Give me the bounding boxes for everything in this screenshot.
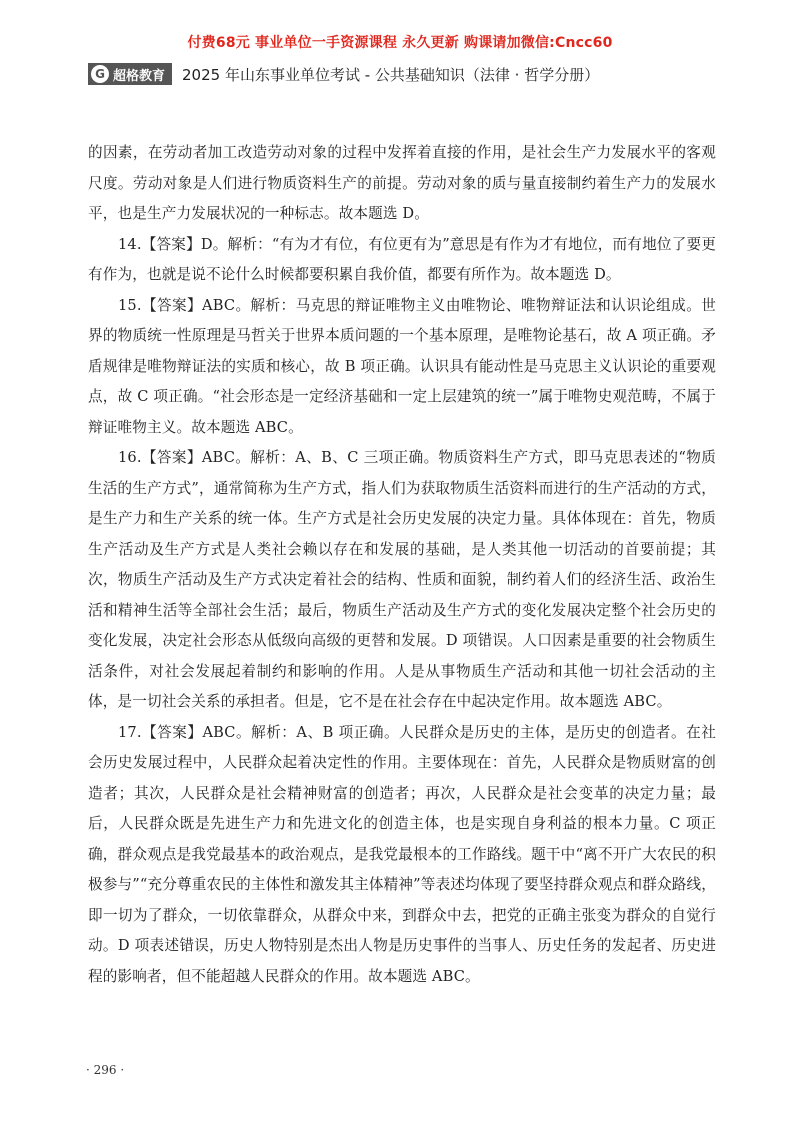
- logo-icon: G: [91, 65, 109, 83]
- page-number: · 296 ·: [86, 1063, 125, 1077]
- paragraph-continued: 的因素，在劳动者加工改造劳动对象的过程中发挥着直接的作用，是社会生产力发展水平的客观尺度。劳动对象是人们进行物质资料生产的前提。劳动对象的质与量直接制约着生产力的发展水平，也是生产力发展状况的一种标志。故本题选 D。: [88, 144, 716, 222]
- publisher-logo: [88, 63, 172, 85]
- page-header: [88, 60, 728, 88]
- answer-explanations: [88, 138, 716, 992]
- book-title: 2025 年山东事业单位考试 - 公共基础知识（法律 · 哲学分册）: [182, 65, 600, 84]
- answer-17: 17.【答案】ABC。解析：A、B 项正确。人民群众是历史的主体，是历史的创造者。在社会历史发展过程中，人民群众起着决定性的作用。主要体现在：首先，人民群众是物质财富的创造者；其次，人民群众是社会精神财富的创造者；再次，人民群众是社会变革的决定力量；最后，人民群众既是先进生产力和先进文化的创造主体，也是实现自身利益的根本力量。C 项正确，群众观点是我党最基本的政治观点，是我党最根本的工作路线。题干中“离不开广大农民的积极参与”“充分尊重农民的主体性和激发其主体精神”等表述均体现了要坚持群众观点和群众路线，即一切为了群众，一切依靠群众，从群众中来，到群众中去，把党的正确主张变为群众的自觉行动。D 项表述错误，历史人物特别是杰出人物是历史事件的当事人、历史任务的发起者、历史进程的影响者，但不能超越人民群众的作用。故本题选 ABC。: [88, 723, 716, 985]
- logo-text: 超格教育: [113, 68, 166, 84]
- answer-15: 15.【答案】ABC。解析：马克思的辩证唯物主义由唯物论、唯物辩证法和认识论组成。世界的物质统一性原理是马哲关于世界本质问题的一个基本原理，是唯物论基石，故 A 项正确。矛盾规律是唯物辩证法的实质和核心，故 B 项正确。认识具有能动性是马克思主义认识论的重要观点，故 C 项正确。“社会形态是一定经济基础和一定上层建筑的统一”属于唯物史观范畴，不属于辩证唯物主义。故本题选 ABC。: [88, 296, 716, 436]
- answer-14: 14.【答案】D。解析：“有为才有位，有位更有为”意思是有作为才有地位，而有地位了要更有作为，也就是说不论什么时候都要积累自我价值，都要有所作为。故本题选 D。: [88, 235, 716, 283]
- promo-banner: 付费68元 事业单位一手资源课程 永久更新 购课请加微信:Cncc60: [187, 35, 613, 51]
- answer-16: 16.【答案】ABC。解析：A、B、C 三项正确。物质资料生产方式，即马克思表述的“物质生活的生产方式”，通常简称为生产方式，指人们为获取物质生活资料而进行的生产活动的方式，是生产力和生产关系的统一体。生产方式是社会历史发展的决定力量。具体体现在：首先，物质生产活动及生产方式是人类社会赖以存在和发展的基础，是人类其他一切活动的首要前提；其次，物质生产活动及生产方式决定着社会的结构、性质和面貌，制约着人们的经济生活、政治生活和精神生活等全部社会生活；最后，物质生产活动及生产方式的变化发展决定整个社会历史的变化发展，决定社会形态从低级向高级的更替和发展。D 项错误。人口因素是重要的社会物质生活条件，对社会发展起着制约和影响的作用。人是从事物质生产活动和其他一切社会活动的主体，是一切社会关系的承担者。但是，它不是在社会存在中起决定作用。故本题选 ABC。: [88, 449, 716, 710]
